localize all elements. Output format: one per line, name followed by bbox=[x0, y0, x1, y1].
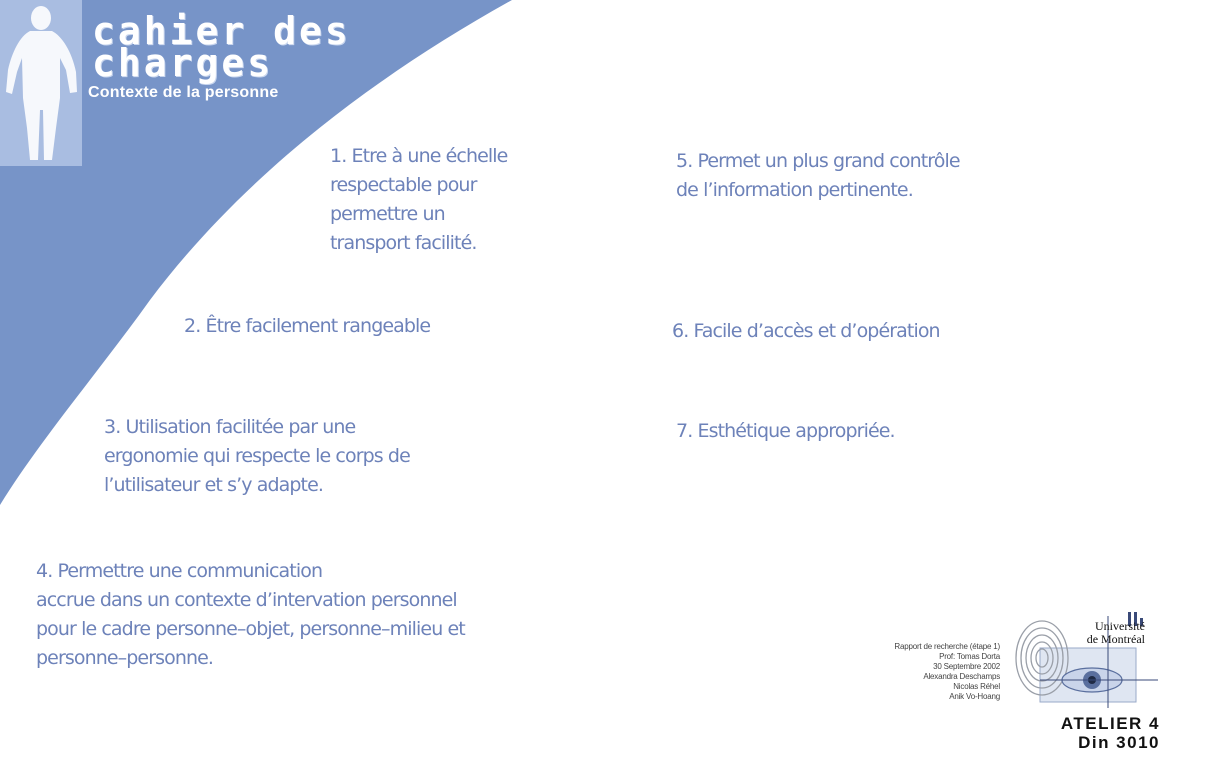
human-silhouette-icon bbox=[0, 0, 82, 166]
requirement-4: 4. Permettre une communication accrue dans un contexte d’intervation personnel pour le cadre personne–objet, personne–milieu et personne–personne. bbox=[36, 560, 465, 669]
course-label bbox=[1010, 714, 1160, 752]
credit-line: Nicolas Réhel bbox=[953, 682, 1000, 691]
requirement-6: 6. Facile d’accès et d’opération bbox=[672, 320, 940, 342]
credits-block bbox=[860, 642, 1000, 702]
requirement-7: 7. Esthétique appropriée. bbox=[676, 420, 895, 442]
page-title-line1: cahier des bbox=[92, 9, 351, 53]
credit-line: Anik Vo-Hoang bbox=[949, 692, 1000, 701]
requirement-3: 3. Utilisation facilitée par une ergonomie qui respecte le corps de l’utilisateur et s’y adapte. bbox=[104, 416, 410, 496]
atelier-label: ATELIER 4 bbox=[1060, 714, 1160, 733]
requirement-1: 1. Etre à une échelle respectable pour permettre un transport facilité. bbox=[330, 145, 508, 254]
university-name-line1: Université bbox=[1095, 619, 1145, 633]
requirement-2: 2. Être facilement rangeable bbox=[184, 315, 431, 337]
credit-line: Alexandra Deschamps bbox=[923, 672, 1000, 681]
figure-panel bbox=[0, 0, 82, 166]
credit-line: 30 Septembre 2002 bbox=[933, 662, 1000, 671]
page-subtitle: Contexte de la personne bbox=[88, 84, 279, 101]
requirement-5: 5. Permet un plus grand contrôle de l’information pertinente. bbox=[676, 150, 960, 201]
credit-line: Prof: Tomas Dorta bbox=[939, 652, 1000, 661]
course-code: Din 3010 bbox=[1078, 733, 1160, 752]
university-name-line2: de Montréal bbox=[1086, 632, 1145, 646]
page-title-line2: charges bbox=[92, 41, 274, 85]
university-name bbox=[1050, 620, 1145, 646]
credit-line: Rapport de recherche (étape 1) bbox=[894, 642, 1000, 651]
